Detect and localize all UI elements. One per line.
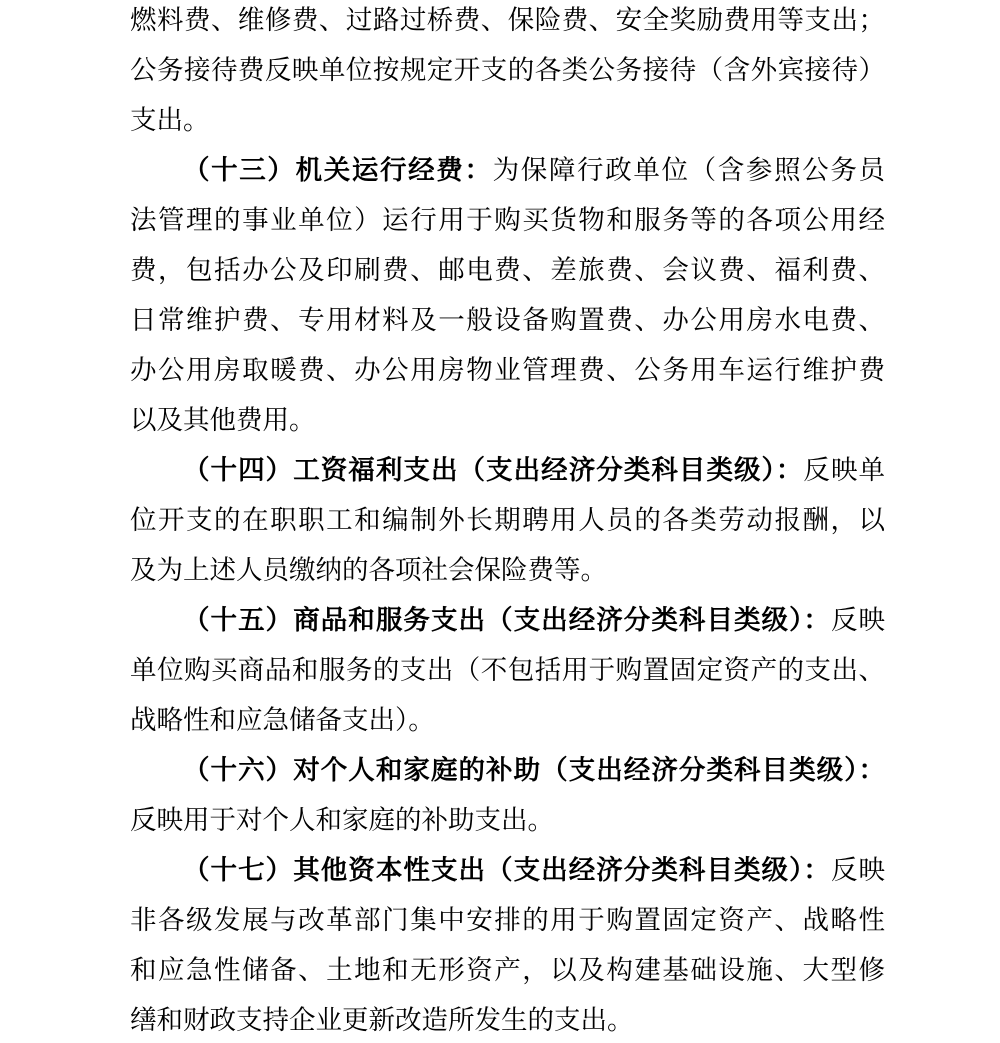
body-text-run: 燃料费、维修费、过路过桥费、保险费、安全奖励费用等支出； [130,5,885,35]
body-text-run: 和应急性储备、土地和无形资产，以及构建基础设施、大型修 [130,955,885,985]
text-line [130,545,885,595]
text-line [130,945,885,995]
body-text-run: 反映 [830,605,886,635]
text-line [130,995,885,1043]
body-text-run: 反映单 [803,455,886,485]
body-text-run: 战略性和应急储备支出）。 [130,705,435,735]
text-line [130,695,885,745]
body-text-run: 费，包括办公及印刷费、邮电费、差旅费、会议费、福利费、 [130,255,885,285]
text-line [130,845,885,895]
section-heading-run: （十四）工资福利支出（支出经济分类科目类级）： [183,455,804,485]
body-text-run: 日常维护费、专用材料及一般设备购置费、办公用房水电费、 [130,305,885,335]
body-text-run: 及为上述人员缴纳的各项社会保险费等。 [130,555,607,585]
text-line [130,245,885,295]
text-line [130,145,885,195]
body-text-run: 单位购买商品和服务的支出（不包括用于购置固定资产的支出、 [130,655,885,685]
text-line [130,45,885,95]
text-line [130,595,885,645]
section-heading-run: （十三）机关运行经费： [183,155,493,185]
text-line [130,395,885,445]
body-text-run: 公务接待费反映单位按规定开支的各类公务接待（含外宾接待） [130,55,885,85]
text-line [130,445,885,495]
text-line [130,745,885,795]
body-text-run: 以及其他费用。 [130,405,316,435]
text-line [130,0,885,45]
body-text-run: 反映 [830,855,886,885]
section-heading-run: （十五）商品和服务支出（支出经济分类科目类级）： [183,605,831,635]
document-text [130,0,885,1043]
text-line [130,895,885,945]
text-line [130,195,885,245]
body-text-run: 为保障行政单位（含参照公务员 [492,155,886,185]
section-heading-run: （十六）对个人和家庭的补助（支出经济分类科目类级）： [183,755,885,785]
text-line [130,345,885,395]
body-text-run: 支出。 [130,105,210,135]
body-text-run: 缮和财政支持企业更新改造所发生的支出。 [130,1005,634,1035]
body-text-run: 反映用于对个人和家庭的补助支出。 [130,805,554,835]
body-text-run: 办公用房取暖费、办公用房物业管理费、公务用车运行维护费 [130,355,885,385]
body-text-run: 位开支的在职职工和编制外长期聘用人员的各类劳动报酬，以 [130,505,885,535]
text-line [130,795,885,845]
text-line [130,295,885,345]
body-text-run: 非各级发展与改革部门集中安排的用于购置固定资产、战略性 [130,905,885,935]
body-text-run: 法管理的事业单位）运行用于购买货物和服务等的各项公用经 [130,205,885,235]
text-line [130,95,885,145]
text-line [130,495,885,545]
text-line [130,645,885,695]
section-heading-run: （十七）其他资本性支出（支出经济分类科目类级）： [183,855,831,885]
